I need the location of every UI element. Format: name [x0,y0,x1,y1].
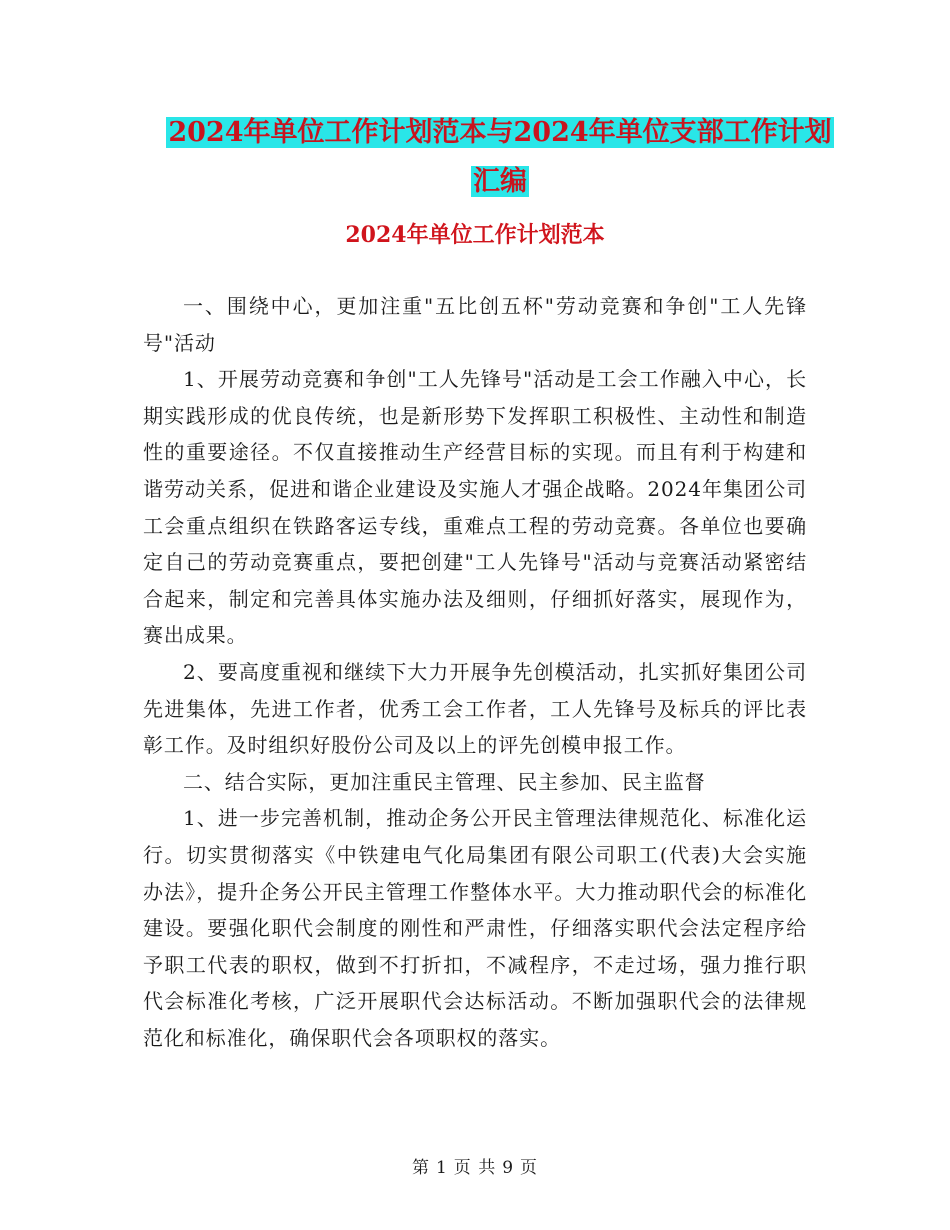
footer-page-number: 1 [435,1158,448,1178]
paragraph-2-1: 1、进一步完善机制，推动企务公开民主管理法律规范化、标准化运行。切实贯彻落实《中铁建电气化局集团有限公司职工(代表)大会实施办法》，提升企务公开民主管理工作整体水平。大力推动职代会的标准化建设。要强化职代会制度的刚性和严肃性，仔细落实职代会法定程序给予职工代表的职权，做到不打折扣，不减程序，不走过场，强力推行职代会标准化考核，广泛开展职代会达标活动。不断加强职代会的法律规范化和标准化，确保职代会各项职权的落实。 [143,806,807,1050]
footer-prefix: 第 [411,1158,430,1178]
footer-total-pages: 9 [502,1158,515,1178]
document-title-line-1: 2024年单位工作计划范本与2024年单位支部工作计划 [168,117,832,148]
page-footer [0,1153,950,1178]
paragraph-1-1: 1、开展劳动竞赛和争创"工人先锋号"活动是工会工作融入中心，长期实践形成的优良传统，也是新形势下发挥职工积极性、主动性和制造性的重要途径。不仅直接推动生产经营目标的实现。而且有利于构建和谐劳动关系，促进和谐企业建设及实施人才强企战略。2024年集团公司工会重点组织在铁路客运专线，重难点工程的劳动竞赛。各单位也要确定自己的劳动竞赛重点，要把创建"工人先锋号"活动与竞赛活动紧密结合起来，制定和完善具体实施办法及细则，仔细抓好落实，展现作为，赛出成果。 [143,367,807,648]
footer-suffix: 页 [520,1158,539,1178]
document-body [143,288,807,1056]
heading-section-one: 一、围绕中心，更加注重"五比创五杯"劳动竞赛和争创"工人先锋号"活动 [143,294,807,355]
document-title [140,108,860,206]
document-title-line-2: 汇编 [473,166,527,197]
heading-section-two: 二、结合实际，更加注重民主管理、民主参加、民主监督 [183,769,706,794]
footer-middle: 页 共 [453,1158,497,1178]
section-title: 2024年单位工作计划范本 [345,222,605,248]
paragraph-1-2: 2、要高度重视和继续下大力开展争先创模活动，扎实抓好集团公司先进集体，先进工作者，优秀工会工作者，工人先锋号及标兵的评比表彰工作。及时组织好股份公司及以上的评先创模申报工作。 [143,659,807,758]
